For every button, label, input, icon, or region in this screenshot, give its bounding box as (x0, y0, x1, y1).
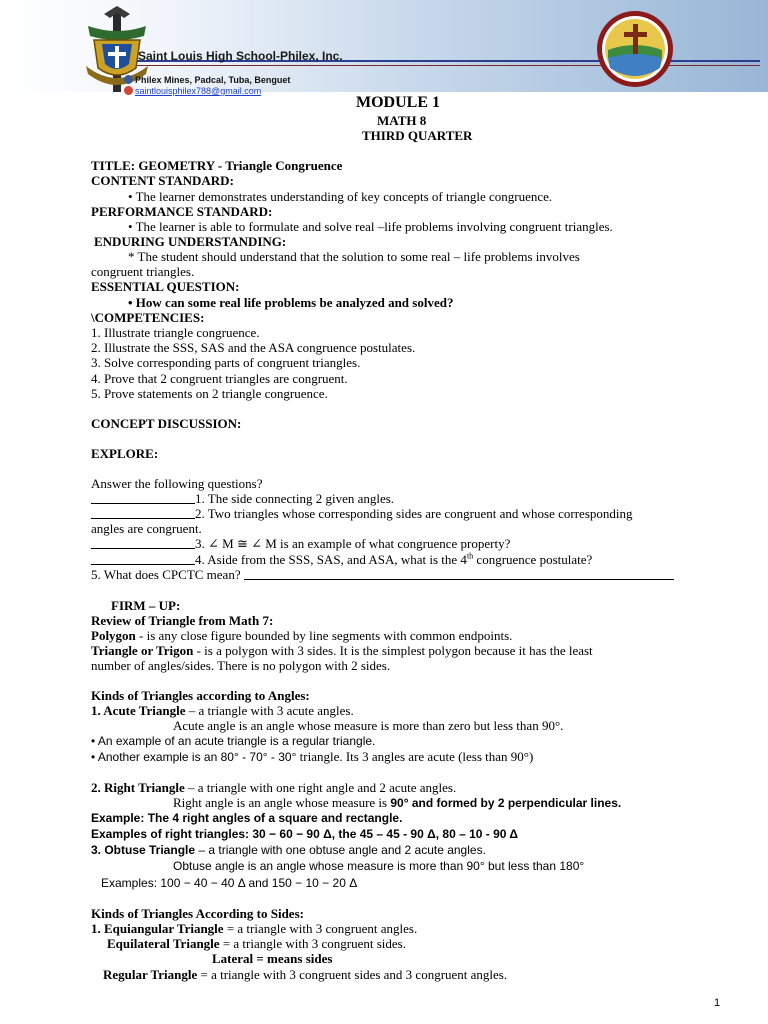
concept-discussion-label: CONCEPT DISCUSSION: (91, 416, 242, 431)
school-name: Saint Louis High School-Philex, Inc. (138, 49, 343, 63)
question-3: 3. ∠ M ≅ ∠ M is an example of what congruence property? (91, 536, 510, 551)
module-heading: MODULE 1 (356, 94, 440, 111)
angles-heading: Kinds of Triangles according to Angles: (91, 688, 310, 703)
essential-label: ESSENTIAL QUESTION: (91, 279, 240, 294)
competencies-label: \COMPETENCIES: (91, 310, 205, 325)
equilateral-triangle: Equilateral Triangle = a triangle with 3 congruent sides. (107, 936, 406, 951)
email-icon (124, 86, 133, 95)
answer-blank[interactable] (91, 507, 195, 519)
competency-item: 4. Prove that 2 congruent triangles are congruent. (91, 371, 348, 386)
competency-item: 5. Prove statements on 2 triangle congruence. (91, 386, 328, 401)
module-quarter: THIRD QUARTER (362, 128, 473, 143)
firm-up-label: FIRM – UP: (111, 598, 181, 613)
seal-logo (596, 10, 674, 88)
question-2-cont: angles are congruent. (91, 521, 202, 536)
explore-instruction: Answer the following questions? (91, 476, 263, 491)
competency-item: 2. Illustrate the SSS, SAS and the ASA congruence postulates. (91, 340, 416, 355)
review-heading: Review of Triangle from Math 7: (91, 613, 274, 628)
answer-blank[interactable] (91, 553, 195, 565)
school-email[interactable]: saintlouisphilex788@gmail.com (124, 86, 261, 96)
right-examples-list: Examples of right triangles: 30 − 60 − 90 Δ, the 45 – 45 - 90 Δ, 80 – 10 - 90 Δ (91, 827, 518, 841)
answer-blank[interactable] (244, 568, 674, 580)
right-angle-definition: Right angle is an angle whose measure is 90° and formed by 2 perpendicular lines. (173, 795, 622, 810)
performance-standard-label: PERFORMANCE STANDARD: (91, 204, 273, 219)
acute-example-1: • An example of an acute triangle is a regular triangle. (91, 734, 376, 748)
content-standard-text: • The learner demonstrates understanding of key concepts of triangle congruence. (128, 189, 553, 204)
equiangular-triangle: 1. Equiangular Triangle = a triangle with 3 congruent angles. (91, 921, 418, 936)
enduring-text-1: * The student should understand that the solution to some real – life problems involves (128, 249, 580, 264)
page-header (0, 0, 768, 96)
obtuse-examples: Examples: 100 − 40 − 40 Δ and 150 − 10 − 20 Δ (101, 876, 358, 890)
facebook-icon (124, 75, 133, 84)
module-title: TITLE: GEOMETRY - Triangle Congruence (91, 158, 343, 173)
acute-angle-definition: Acute angle is an angle whose measure is more than zero but less than 90°. (173, 718, 564, 733)
content-standard-label: CONTENT STANDARD: (91, 173, 234, 188)
enduring-label: ENDURING UNDERSTANDING: (94, 234, 287, 249)
explore-label: EXPLORE: (91, 446, 159, 461)
acute-triangle: 1. Acute Triangle – a triangle with 3 acute angles. (91, 703, 354, 718)
page-number: 1 (714, 997, 721, 1009)
triangle-definition-cont: number of angles/sides. There is no polygon with 2 sides. (91, 658, 391, 673)
right-example: Example: The 4 right angles of a square and rectangle. (91, 811, 403, 825)
essential-text: • How can some real life problems be analyzed and solved? (128, 295, 454, 310)
enduring-text-2: congruent triangles. (91, 264, 195, 279)
performance-standard-text: • The learner is able to formulate and solve real –life problems involving congruent triangles. (128, 219, 613, 234)
regular-triangle: Regular Triangle = a triangle with 3 congruent sides and 3 congruent angles. (103, 967, 508, 982)
sides-heading: Kinds of Triangles According to Sides: (91, 906, 304, 921)
acute-example-2: • Another example is an 80° - 70° - 30° triangle. Its 3 angles are acute (less than 90°) (91, 749, 534, 764)
polygon-definition: Polygon - is any close figure bounded by line segments with common endpoints. (91, 628, 513, 643)
competency-item: 3. Solve corresponding parts of congruent triangles. (91, 355, 361, 370)
obtuse-angle-definition: Obtuse angle is an angle whose measure is more than 90° but less than 180° (173, 859, 585, 873)
lateral-note: Lateral = means sides (212, 951, 333, 966)
competency-item: 1. Illustrate triangle congruence. (91, 325, 260, 340)
right-triangle: 2. Right Triangle – a triangle with one right angle and 2 acute angles. (91, 780, 457, 795)
answer-blank[interactable] (91, 492, 195, 504)
answer-blank[interactable] (91, 537, 195, 549)
obtuse-triangle: 3. Obtuse Triangle – a triangle with one obtuse angle and 2 acute angles. (91, 843, 486, 857)
school-address: Philex Mines, Padcal, Tuba, Benguet (124, 75, 290, 85)
question-1: 1. The side connecting 2 given angles. (91, 491, 394, 506)
question-2: 2. Two triangles whose corresponding sides are congruent and whose corresponding (91, 506, 633, 521)
question-5: 5. What does CPCTC mean? (91, 567, 674, 582)
question-4: 4. Aside from the SSS, SAS, and ASA, what is the 4th congruence postulate? (91, 552, 592, 567)
triangle-definition: Triangle or Trigon - is a polygon with 3 sides. It is the simplest polygon because it has the least (91, 643, 593, 658)
module-subject: MATH 8 (377, 113, 427, 128)
